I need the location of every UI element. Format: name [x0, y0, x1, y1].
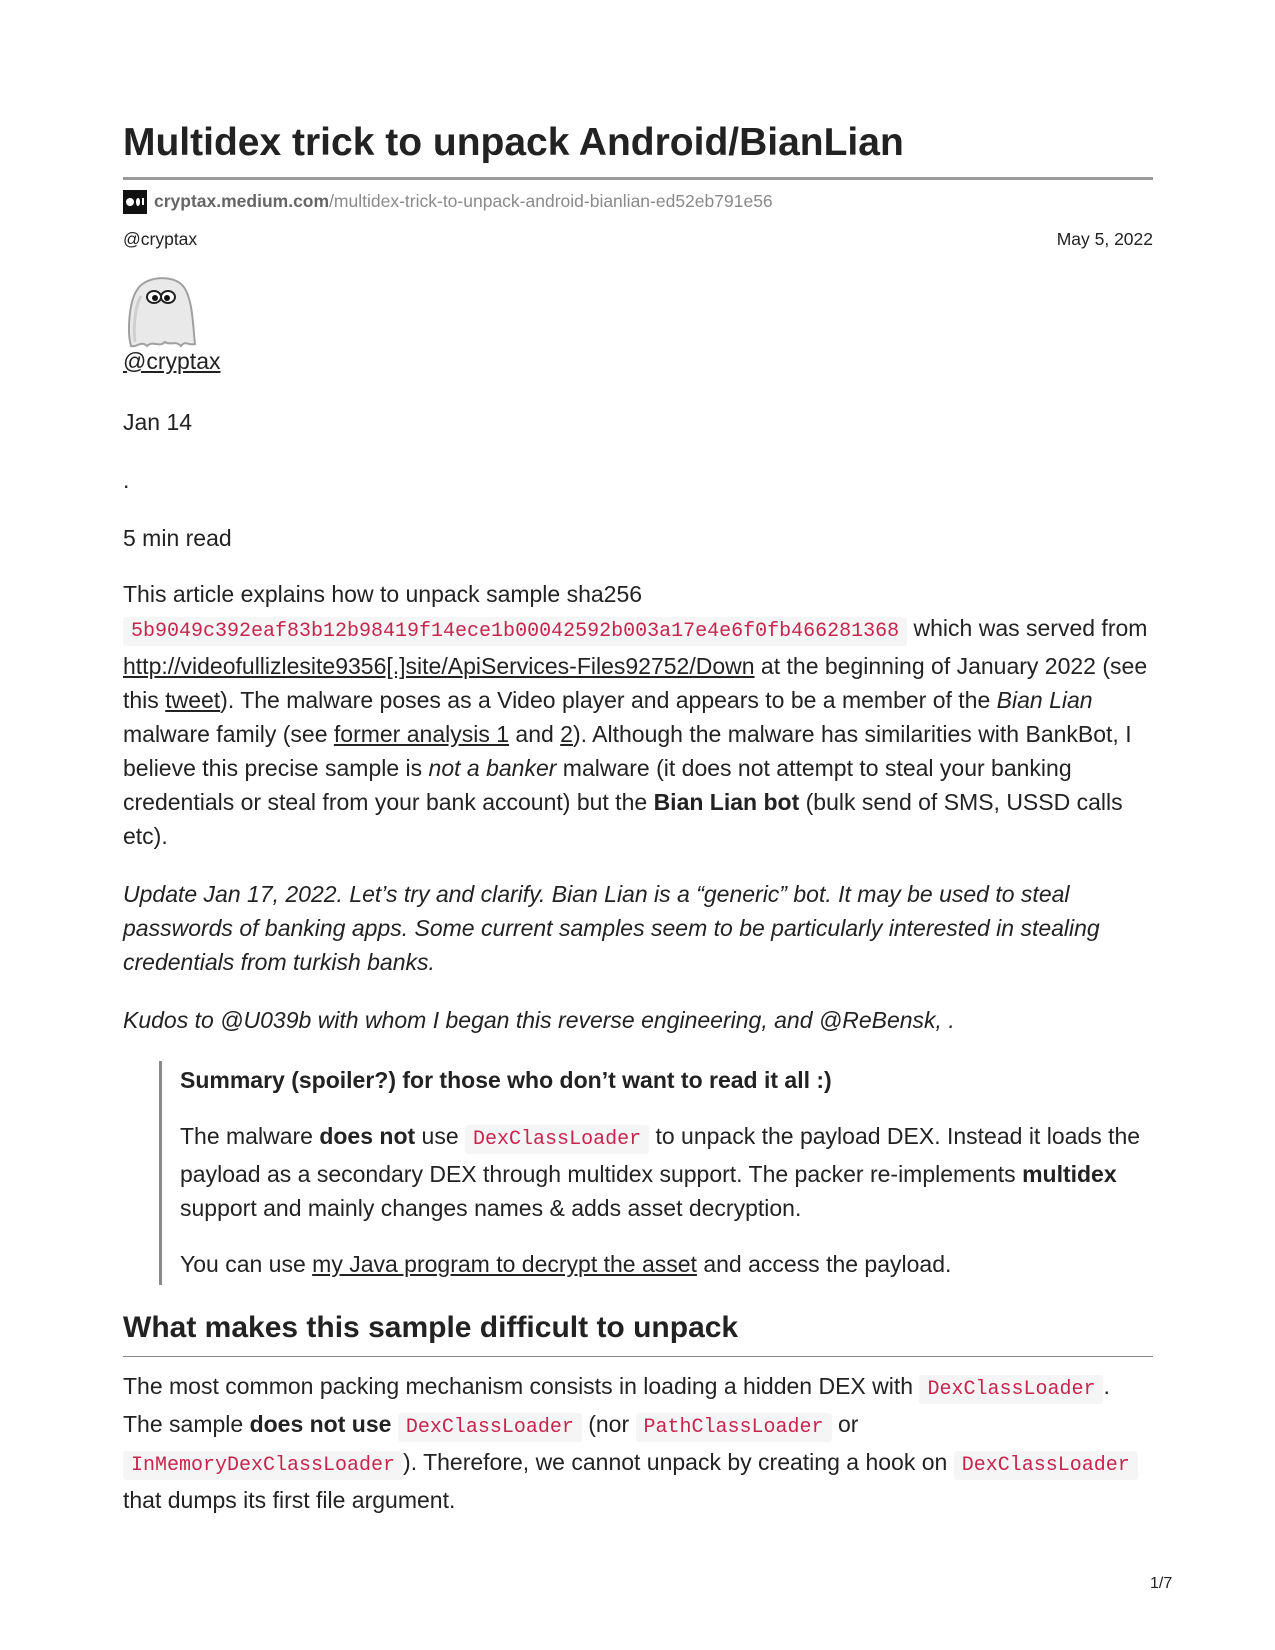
download-url-link[interactable]: http://videofullizlesite9356[.]site/ApiServices-Files92752/Down: [123, 652, 755, 679]
article-page: [123, 120, 1153, 1517]
sha256-code: 5b9049c392eaf83b12b98419f14ece1b00042592b003a17e4e6f0fb466281368: [123, 617, 907, 646]
ghost-icon[interactable]: [123, 272, 199, 350]
read-time: 5 min read: [123, 524, 232, 551]
post-date: Jan 14: [123, 408, 193, 435]
former-analysis-2-link[interactable]: 2: [560, 720, 573, 747]
inline-code: DexClassLoader: [919, 1375, 1103, 1404]
kudos-paragraph: Kudos to @U039b with whom I began this reverse engineering, and @ReBensk, .: [123, 1006, 955, 1033]
summary-blockquote: [159, 1061, 1153, 1285]
inline-code: DexClassLoader: [954, 1451, 1138, 1480]
medium-logo-icon: [123, 190, 147, 214]
inline-code: PathClassLoader: [636, 1413, 832, 1442]
source-path: /multidex-trick-to-unpack-android-bianlian-ed52eb791e56: [329, 191, 773, 212]
section-heading: What makes this sample difficult to unpack: [123, 1309, 1153, 1358]
source-line: [123, 190, 1153, 214]
intro-paragraph: This article explains how to unpack sample sha256 5b9049c392eaf83b12b98419f14ece1b00042592b003a17e4e6f0fb466281368 which was served from http://videofullizlesite9356[.]site/ApiServices-Files92752/Down at the beginning of January 2022 (see this tweet). The malware poses as a Video player and appears to be a member of the Bian Lian malware family (see former analysis 1 and 2). Although the malware has similarities with BankBot, I believe this precise sample is not a banker malware (it does not attempt to steal your banking credentials or steal from your bank account) but the Bian Lian bot (bulk send of SMS, USSD calls etc).: [123, 580, 1148, 849]
meta-separator: .: [123, 466, 130, 493]
publish-date: May 5, 2022: [1056, 228, 1153, 249]
tweet-link[interactable]: tweet: [165, 686, 221, 713]
source-domain-link[interactable]: cryptax.medium.com: [154, 191, 330, 212]
summary-heading: Summary (spoiler?) for those who don’t want to read it all :): [180, 1066, 832, 1093]
former-analysis-1-link[interactable]: former analysis 1: [333, 720, 510, 747]
page-number: 1/7: [1150, 1575, 1173, 1592]
java-decrypt-program-link[interactable]: my Java program to decrypt the asset: [312, 1250, 697, 1277]
article-title: Multidex trick to unpack Android/BianLian: [123, 120, 1153, 180]
author-handle: @cryptax: [123, 228, 198, 249]
author-link[interactable]: @cryptax: [123, 347, 221, 374]
update-paragraph: Update Jan 17, 2022. Let’s try and clarify. Bian Lian is a “generic” bot. It may be used to steal passwords of banking apps. Some current samples seem to be particularly interested in stealing credentials from turkish banks.: [123, 880, 1100, 975]
meta-row: [123, 229, 1153, 250]
inline-code: InMemoryDexClassLoader: [123, 1451, 403, 1480]
summary-paragraph-2: You can use my Java program to decrypt the asset and access the payload.: [180, 1250, 952, 1277]
inline-code: DexClassLoader: [398, 1413, 582, 1442]
summary-paragraph-1: The malware does not use DexClassLoader to unpack the payload DEX. Instead it loads the payload as a secondary DEX through multidex support. The packer re-implements multidex support and mainly changes names & adds asset decryption.: [180, 1122, 1141, 1221]
inline-code: DexClassLoader: [465, 1125, 649, 1154]
section-paragraph: The most common packing mechanism consists in loading a hidden DEX with DexClassLoader . The sample does not use DexClassLoader (nor PathClassLoader or InMemoryDexClassLoader ). Therefore, we cannot unpack by creating a hook on DexClassLoader that dumps its first file argument.: [123, 1369, 1153, 1517]
